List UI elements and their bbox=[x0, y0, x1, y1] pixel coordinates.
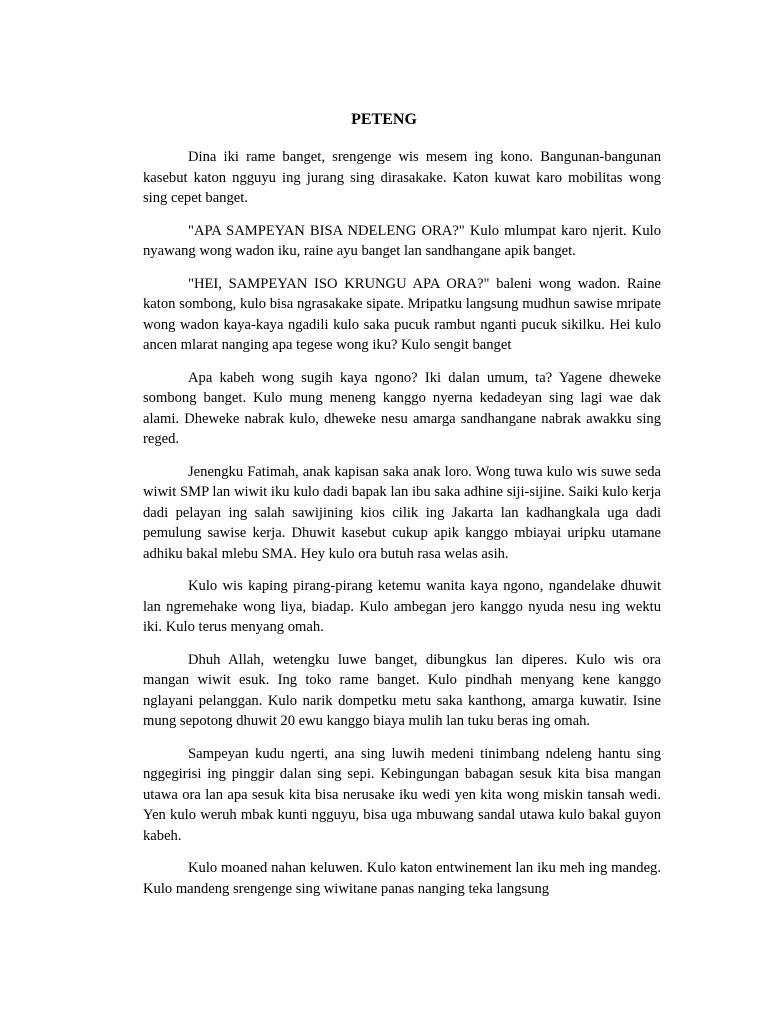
paragraph: Kulo moaned nahan keluwen. Kulo katon entwinement lan iku meh ing mandeg. Kulo mandeng srengenge sing wiwitane panas nanging teka langsung bbox=[143, 860, 661, 897]
document-title: PETENG bbox=[351, 111, 417, 128]
paragraph: Dhuh Allah, wetengku luwe banget, dibungkus lan diperes. Kulo wis ora mangan wiwit esuk. Ing toko rame banget. Kulo pindhah menyang kene kanggo nglayani pelanggan. Kulo narik dompetku metu saka kanthong, amarga kuwatir. Isine mung sepotong dhuwit 20 ewu kanggo biaya mulih lan tuku beras ing omah. bbox=[143, 651, 661, 729]
document-body bbox=[143, 147, 661, 911]
paragraph: Sampeyan kudu ngerti, ana sing luwih medeni tinimbang ndeleng hantu sing nggegirisi ing pinggir dalan sing sepi. Kebingungan babagan sesuk kita bisa mangan utawa ora lan apa sesuk kita bisa nerusake iku wedi yen kita wong miskin tansah wedi. Yen kulo weruh mbak kunti ngguyu, bisa uga mbuwang sandal utawa kulo bakal guyon kabeh. bbox=[143, 745, 661, 844]
paragraph: Apa kabeh wong sugih kaya ngono? Iki dalan umum, ta? Yagene dheweke sombong banget. Kulo mung meneng kanggo nyerna kedadeyan sing lagi wae dak alami. Dheweke nabrak kulo, dheweke nesu amarga sandhangane nabrak awakku sing reged. bbox=[143, 369, 661, 447]
paragraph: Kulo wis kaping pirang-pirang ketemu wanita kaya ngono, ngandelake dhuwit lan ngremehake wong liya, biadap. Kulo ambegan jero kanggo nyuda nesu ing wektu iki. Kulo terus menyang omah. bbox=[143, 578, 661, 635]
paragraph: "APA SAMPEYAN BISA NDELENG ORA?" Kulo mlumpat karo njerit. Kulo nyawang wong wadon iku, raine ayu banget lan sandhangane apik banget. bbox=[143, 222, 661, 259]
paragraph: "HEI, SAMPEYAN ISO KRUNGU APA ORA?" baleni wong wadon. Raine katon sombong, kulo bisa ngrasakake sipate. Mripatku langsung mudhun sawise mripate wong wadon kaya-kaya ngadili kulo saka pucuk rambut nganti pucuk sikilku. Hei kulo ancen mlarat nanging apa tegese wong iku? Kulo sengit banget bbox=[143, 275, 661, 353]
paragraph: Jenengku Fatimah, anak kapisan saka anak loro. Wong tuwa kulo wis suwe seda wiwit SMP lan wiwit iku kulo dadi bapak lan ibu saka adhine siji-sijine. Saiki kulo kerja dadi pelayan ing salah sawijining kios cilik ing Jakarta lan kadhangkala uga dadi pemulung sawise kerja. Dhuwit kasebut cukup apik kanggo mbiayai uripku utamane adhiku bakal mlebu SMA. Hey kulo ora butuh rasa welas asih. bbox=[143, 463, 661, 562]
paragraph: Dina iki rame banget, srengenge wis mesem ing kono. Bangunan-bangunan kasebut katon ngguyu ing jurang sing dirasakake. Katon kuwat karo mobilitas wong sing cepet banget. bbox=[143, 149, 661, 206]
